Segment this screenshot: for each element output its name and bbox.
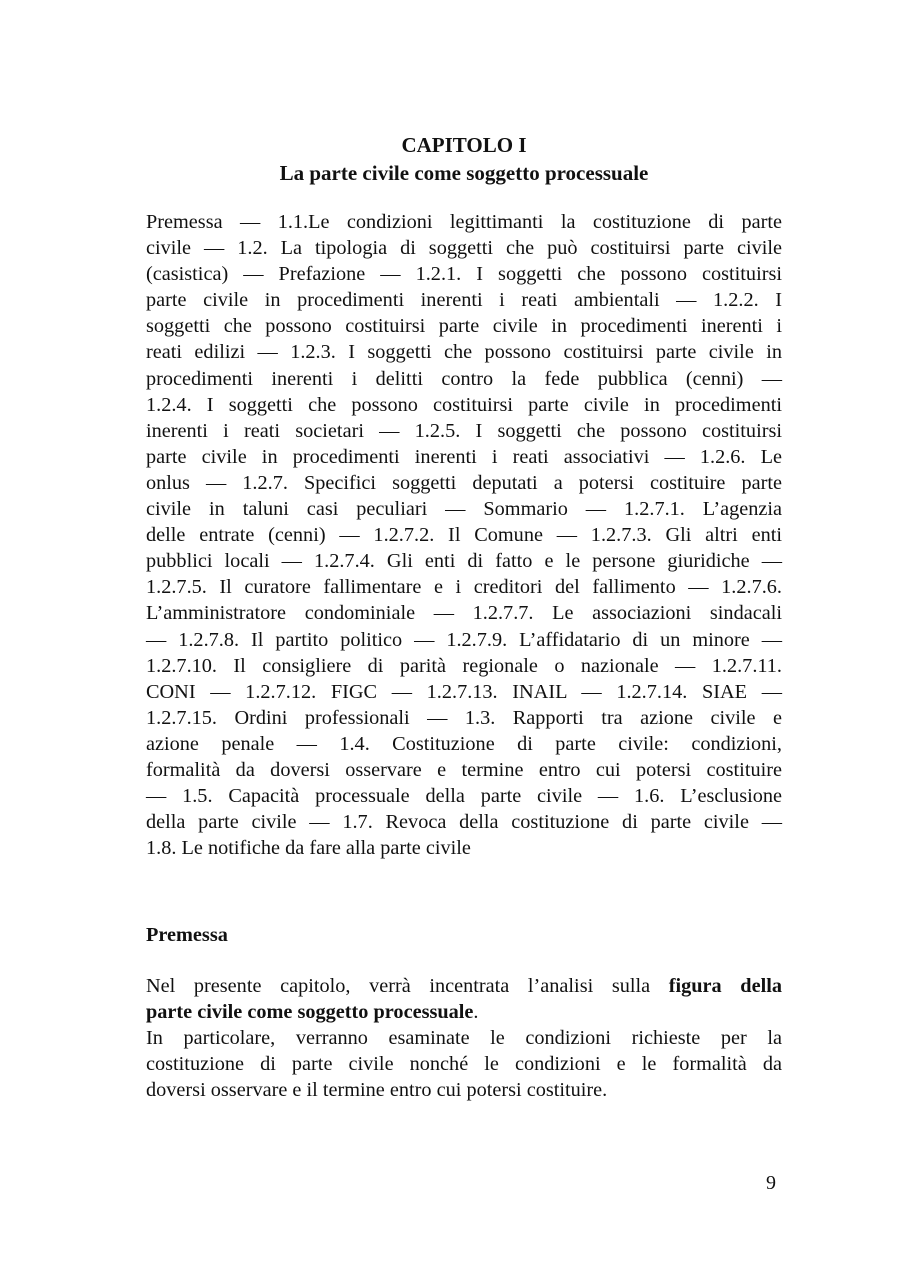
summary-line: della parte civile — 1.7. Revoca della costituzione di parte civile — [146, 811, 782, 834]
summary-line: 1.2.4. I soggetti che possono costituirsi parte civile in procedimenti [146, 393, 782, 416]
summary-line: Premessa — 1.1.Le condizioni legittimanti la costituzione di parte [146, 211, 782, 233]
summary-line: formalità da doversi osservare e termine entro cui potersi costituire [146, 758, 782, 781]
summary-line: L’amministratore condominiale — 1.2.7.7. Le associazioni sindacali [146, 602, 782, 625]
body-line [146, 999, 782, 1025]
body-text: . [473, 1001, 479, 1024]
body-line: In particolare, verranno esaminate le condizioni richieste per la [146, 1027, 782, 1050]
summary-line: 1.8. Le notifiche da fare alla parte civile [146, 837, 471, 860]
summary-line: civile in taluni casi peculiari — Sommario — 1.2.7.1. L’agenzia [146, 498, 782, 521]
emphasis-text: parte civile come soggetto processuale [146, 1001, 474, 1024]
summary-line: parte civile in procedimenti inerenti i reati associativi — 1.2.6. Le [146, 445, 782, 468]
summary-line: soggetti che possono costituirsi parte civile in procedimenti inerenti i [146, 315, 782, 338]
summary-line: inerenti i reati societari — 1.2.5. I soggetti che possono costituirsi [146, 419, 782, 442]
summary-line: azione penale — 1.4. Costituzione di parte civile: condizioni, [146, 732, 782, 755]
section-title: Premessa [146, 924, 228, 946]
summary-line: 1.2.7.10. Il consigliere di parità regionale o nazionale — 1.2.7.11. [146, 654, 782, 677]
summary-line: procedimenti inerenti i delitti contro la fede pubblica (cenni) — [146, 367, 782, 390]
chapter-heading [146, 131, 782, 187]
summary-line: 1.2.7.5. Il curatore fallimentare e i creditori del fallimento — 1.2.7.6. [146, 576, 782, 599]
summary-line: pubblici locali — 1.2.7.4. Gli enti di fatto e le persone giuridiche — [146, 550, 782, 573]
summary-line: civile — 1.2. La tipologia di soggetti che può costituirsi parte civile [146, 237, 782, 260]
page-number: 9 [766, 1172, 776, 1194]
chapter-label: CAPITOLO I [401, 133, 527, 157]
body-text: Nel presente capitolo, verrà incentrata l’analisi sulla [146, 975, 669, 997]
emphasis-text: figura della [668, 975, 782, 997]
summary-line: — 1.5. Capacità processuale della parte civile — 1.6. L’esclusione [146, 785, 782, 808]
summary-line: — 1.2.7.8. Il partito politico — 1.2.7.9. L’affidatario di un minore — [146, 628, 782, 651]
chapter-title: La parte civile come soggetto processuale [279, 161, 649, 185]
body-line [146, 973, 782, 999]
summary-line: reati edilizi — 1.2.3. I soggetti che possono costituirsi parte civile in [146, 341, 782, 364]
summary-line: delle entrate (cenni) — 1.2.7.2. Il Comune — 1.2.7.3. Gli altri enti [146, 524, 782, 547]
summary-line: CONI — 1.2.7.12. FIGC — 1.2.7.13. INAIL — 1.2.7.14. SIAE — [146, 680, 782, 703]
section-body [146, 973, 782, 1103]
summary-line: (casistica) — Prefazione — 1.2.1. I soggetti che possono costituirsi [146, 263, 782, 286]
summary-line: parte civile in procedimenti inerenti i reati ambientali — 1.2.2. I [146, 289, 782, 312]
body-line: doversi osservare e il termine entro cui potersi costituire. [146, 1079, 608, 1102]
chapter-summary [146, 209, 782, 861]
summary-line: onlus — 1.2.7. Specifici soggetti deputati a potersi costituire parte [146, 471, 782, 494]
body-line: costituzione di parte civile nonché le condizioni e le formalità da [146, 1053, 782, 1076]
summary-line: 1.2.7.15. Ordini professionali — 1.3. Rapporti tra azione civile e [146, 706, 782, 729]
